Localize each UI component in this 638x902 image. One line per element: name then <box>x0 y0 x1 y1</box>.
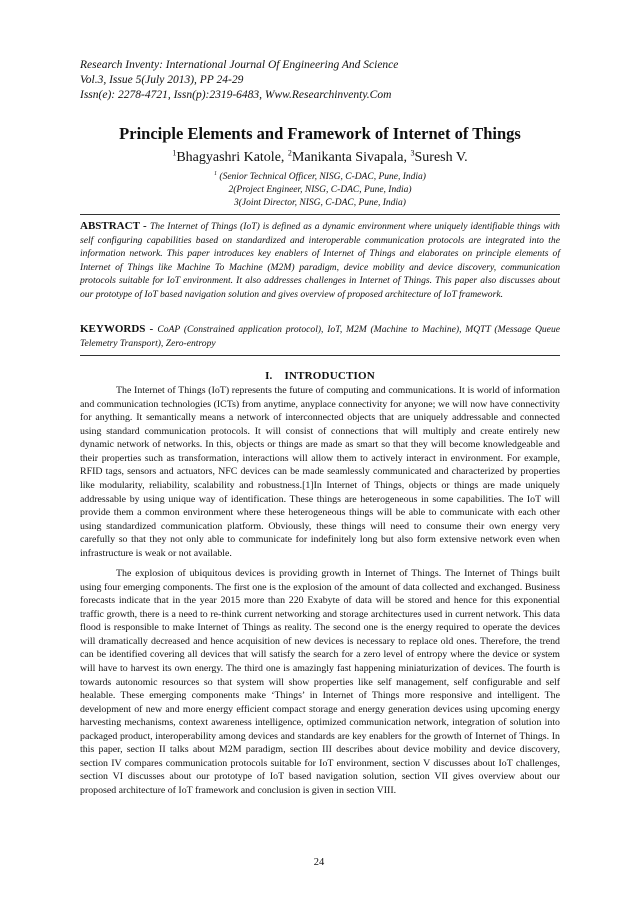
abstract-label: ABSTRACT - <box>80 220 150 232</box>
affiliation-superscript: 1 <box>214 171 218 177</box>
journal-issn: Issn(e): 2278-4721, Issn(p):2319-6483, Www.Researchinventy.Com <box>80 89 392 101</box>
paper-title: Principle Elements and Framework of Internet of Things <box>119 124 521 143</box>
author-name: Bhagyashri Katole, <box>176 149 288 165</box>
body-paragraph: The explosion of ubiquitous devices is providing growth in Internet of Things. The Internet of Things built using four emerging components. The first one is the explosion of the amount of data collected and exchanged. Business forecasts indicate that in the year 2015 more than 220 Exabyte of data will be stored and hence for this exponential traffic growth, there is a need to re-think current networking and storage architectures used in current network. This data flood is responsible to make Internet of Things as reality. The second one is the energy required to operate the devices will dramatically decreased and hence acquisition of new devices is necessary to replace old ones. Therefore, the trend can be identified covering all devices that will satisfy the search for a zero level of entropy where the device or system will have to harvest its own energy. The third one is amazingly fast happening miniaturization of devices. The fourth is towards autonomic resources so that system will show properties like self management, self configurable and self healable. These emerging components make ‘Things’ in Internet of Things more responsive and intelligent. The development of new and more energy efficient compact storage and energy generation devices using upcoming energy harvesting mechanisms, context awareness intelligence, optimized communication network, integration of solution into packaged product, interoperability among devices and standards are key enablers for the growth of Internet of Things. In this paper, section II talks about M2M paradigm, section III describes about device mobility and device discovery, section IV compares communication protocols suitable for IoT environment, section V discusses about IoT challenges, section VI discusses about our prototype of IoT based navigation solution, section VII gives overview about our proposed architecture of IoT framework and conclusion is given in section VIII. <box>80 568 560 796</box>
bottom-divider <box>80 355 560 356</box>
journal-volume: Vol.3, Issue 5(July 2013), PP 24-29 <box>80 74 244 86</box>
body-paragraph: The Internet of Things (IoT) represents the future of computing and communications. It is world of information and communication technologies (ICTs) from anytime, anyplace connectivity for anyone; we will now have connectivity for anything. It semantically means a network of interconnected objects that are uniquely addressable and connected using standard communication protocols. It will consist of connections that will multiply and create entirely new dynamic network of networks. In this, objects or things are made as smart so that they will become knowledgeable and their properties such as transformation, interactions will allow them to actively interact in environment. For example, RFID tags, sensors and actuators, NFC devices can be made seamlessly communicated and characterized by properties like modularity, reliability, scalability and robustness.[1]In Internet of Things, objects or things are made uniquely addressable by using unique way of identification. These things are heterogeneous in some capabilities. The IoT will provide them a common environment where these heterogeneous things will be able to communicate with each other using standardized communication platform. Obviously, these things will need to consume their own energy very carefully so that they not only able to communicate for indefinitely long but also form extensive network even when infrastructure is weak or not available. <box>80 385 560 559</box>
section-number: I. <box>265 370 273 382</box>
affiliation-text: (Senior Technical Officer, NISG, C-DAC, Pune, India) <box>219 172 426 183</box>
affiliation-list <box>60 168 580 210</box>
journal-header <box>80 58 560 103</box>
author-name: Manikanta Sivapala, <box>291 149 411 165</box>
abstract <box>80 220 560 302</box>
author <box>172 150 288 165</box>
page-number: 24 <box>313 857 325 868</box>
section-title: INTRODUCTION <box>284 370 375 382</box>
affiliation <box>60 168 580 184</box>
keywords-label: KEYWORDS - <box>80 323 158 335</box>
keywords <box>80 322 560 351</box>
author <box>288 150 411 165</box>
author-superscript: 3 <box>410 148 415 157</box>
affiliation-text: 2(Project Engineer, NISG, C-DAC, Pune, India) <box>228 185 412 196</box>
author-name: Suresh V. <box>414 149 468 165</box>
journal-name: Research Inventy: International Journal Of Engineering And Science <box>80 59 399 71</box>
author-superscript: 2 <box>287 148 292 157</box>
section-heading <box>80 370 560 382</box>
abstract-text: The Internet of Things (IoT) is defined as a dynamic environment where uniquely identifiable things with self configuring capabilities based on standardized and interoperable communication protocols are integrated into the information network. This paper introduces key enablers of Internet of Things and elaborates on principle elements of Internet of Things like Machine To Machine (M2M) paradigm, device mobility and device discovery, communication protocols suitable for IoT environment. It also addresses challenges in Internet of Things. This paper also discusses about our prototype of IoT based navigation solution and gives overview of proposed architecture of IoT framework. <box>80 221 560 300</box>
affiliation-text: 3(Joint Director, NISG, C-DAC, Pune, India) <box>234 198 406 209</box>
author-superscript: 1 <box>172 148 177 157</box>
top-divider <box>80 214 560 215</box>
affiliation <box>60 197 580 210</box>
affiliation <box>60 184 580 197</box>
keywords-text: CoAP (Constrained application protocol), IoT, M2M (Machine to Machine), MQTT (Message Queue Telemetry Transport), Zero-entropy <box>80 324 560 349</box>
author-list <box>60 148 580 166</box>
author <box>411 150 468 165</box>
